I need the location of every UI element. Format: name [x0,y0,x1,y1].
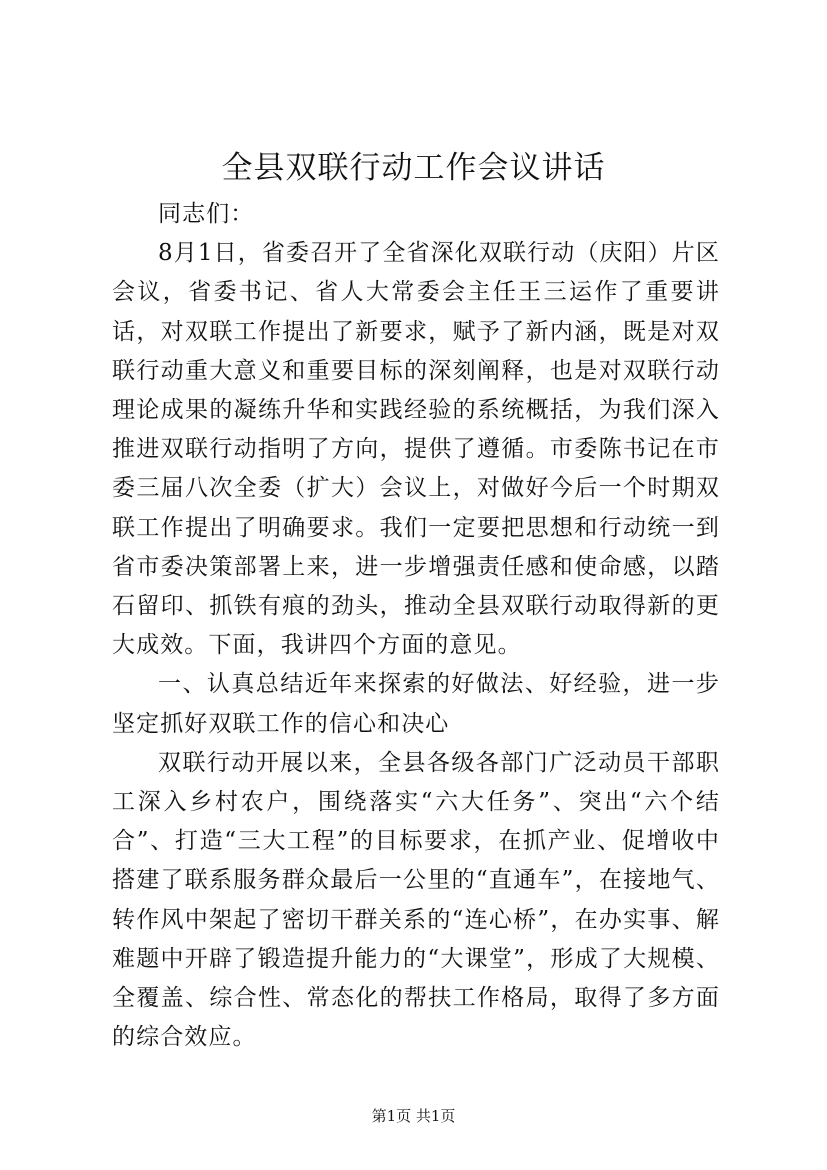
page-number-footer: 第1页 共1页 [371,1107,456,1125]
body-paragraph: 双联行动开展以来，全县各级各部门广泛动员干部职工深入乡村农户，围绕落实“六大任务”、突出“六个结合”、打造“三大工程”的目标要求，在抓产业、促增收中搭建了联系服务群众最后一公里的“直通车”，在接地气、转作风中架起了密切干群关系的“连心桥”，在办实事、解难题中开辟了锻造提升能力的“大课堂”，形成了大规模、全覆盖、综合性、常态化的帮扶工作格局，取得了多方面的综合效应。 [112,749,720,1051]
section-heading-paragraph: 一、认真总结近年来探索的好做法、好经验，进一步坚定抓好双联工作的信心和决心 [112,671,720,737]
document-title: 全县双联行动工作会议讲话 [221,150,606,186]
body-paragraph: 8月1日，省委召开了全省深化双联行动（庆阳）片区会议，省委书记、省人大常委会主任王三运作了重要讲话，对双联工作提出了新要求，赋予了新内涵，既是对双联行动重大意义和重要目标的深刻阐释，也是对双联行动理论成果的凝练升华和实践经验的系统概括，为我们深入推进双联行动指明了方向，提供了遵循。市委陈书记在市委三届八次全委（扩大）会议上，对做好今后一个时期双联工作提出了明确要求。我们一定要把思想和行动统一到省市委决策部署上来，进一步增强责任感和使命感，以踏石留印、抓铁有痕的劲头，推动全县双联行动取得新的更大成效。下面，我讲四个方面的意见。 [112,240,720,659]
salutation-paragraph: 同志们： [158,201,255,227]
document-body [112,195,720,1057]
